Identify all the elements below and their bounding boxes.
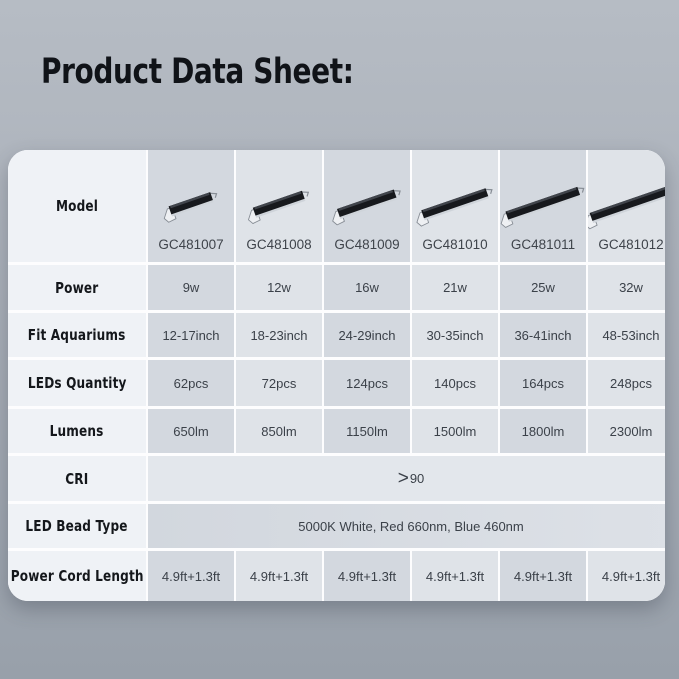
row-label-fit-aquariums: Fit Aquariums: [8, 313, 146, 357]
leds-quantity-cell: 248pcs: [588, 360, 665, 406]
model-cell: [588, 150, 665, 262]
cri-value: 90: [409, 471, 425, 486]
power-cell: 21w: [412, 265, 498, 310]
model-number: GC481010: [422, 237, 488, 252]
row-label-power: Power: [8, 265, 146, 310]
cri-value-cell: [148, 456, 665, 501]
row-label-lumens: Lumens: [8, 409, 146, 453]
leds-quantity-cell: 124pcs: [324, 360, 410, 406]
lumens-cell: 850lm: [236, 409, 322, 453]
lumens-cell: 2300lm: [588, 409, 665, 453]
row-label-led-bead-type: LED Bead Type: [8, 504, 146, 548]
model-number: GC481011: [510, 237, 576, 252]
power-cell: 32w: [588, 265, 665, 310]
power-cell: 9w: [148, 265, 234, 310]
model-number: GC481008: [246, 237, 312, 252]
power-cord-cell: 4.9ft+1.3ft: [148, 551, 234, 601]
led-light-bar-icon: [412, 168, 498, 236]
fit-aquariums-cell: 18-23inch: [236, 313, 322, 357]
lumens-cell: 1500lm: [412, 409, 498, 453]
lumens-cell: 1150lm: [324, 409, 410, 453]
power-cell: 12w: [236, 265, 322, 310]
model-cell: [412, 150, 498, 262]
fit-aquariums-cell: 36-41inch: [500, 313, 586, 357]
led-bead-type-cell: 5000K White, Red 660nm, Blue 460nm: [148, 504, 665, 548]
led-light-bar-icon: [148, 168, 234, 236]
leds-quantity-cell: 62pcs: [148, 360, 234, 406]
model-cell: [324, 150, 410, 262]
row-label-leds-quantity: LEDs Quantity: [8, 360, 146, 406]
led-light-bar-icon: [324, 168, 410, 236]
fit-aquariums-cell: 24-29inch: [324, 313, 410, 357]
row-label-power-cord-length: Power Cord Length: [8, 551, 146, 601]
power-cell: 25w: [500, 265, 586, 310]
model-cell: [500, 150, 586, 262]
power-cell: 16w: [324, 265, 410, 310]
model-cell: [236, 150, 322, 262]
data-sheet-table: [8, 150, 665, 601]
fit-aquariums-cell: 48-53inch: [588, 313, 665, 357]
model-number: GC481007: [158, 237, 224, 252]
fit-aquariums-cell: 30-35inch: [412, 313, 498, 357]
row-label-model: Model: [8, 150, 146, 262]
model-number: GC481012: [598, 237, 664, 252]
model-cell: [148, 150, 234, 262]
power-cord-cell: 4.9ft+1.3ft: [588, 551, 665, 601]
led-light-bar-icon: [236, 168, 322, 236]
power-cord-cell: 4.9ft+1.3ft: [500, 551, 586, 601]
led-light-bar-icon: [500, 168, 586, 236]
power-cord-cell: 4.9ft+1.3ft: [236, 551, 322, 601]
row-label-cri: CRI: [8, 456, 146, 501]
fit-aquariums-cell: 12-17inch: [148, 313, 234, 357]
spec-grid: [8, 150, 665, 601]
led-light-bar-icon: [588, 168, 665, 236]
power-cord-cell: 4.9ft+1.3ft: [412, 551, 498, 601]
lumens-cell: 1800lm: [500, 409, 586, 453]
page-title-text: Product Data Sheet:: [41, 52, 354, 92]
lumens-cell: 650lm: [148, 409, 234, 453]
model-number: GC481009: [334, 237, 400, 252]
greater-than-symbol: >: [397, 468, 409, 489]
leds-quantity-cell: 164pcs: [500, 360, 586, 406]
leds-quantity-cell: 140pcs: [412, 360, 498, 406]
leds-quantity-cell: 72pcs: [236, 360, 322, 406]
page-title: [41, 52, 432, 92]
power-cord-cell: 4.9ft+1.3ft: [324, 551, 410, 601]
